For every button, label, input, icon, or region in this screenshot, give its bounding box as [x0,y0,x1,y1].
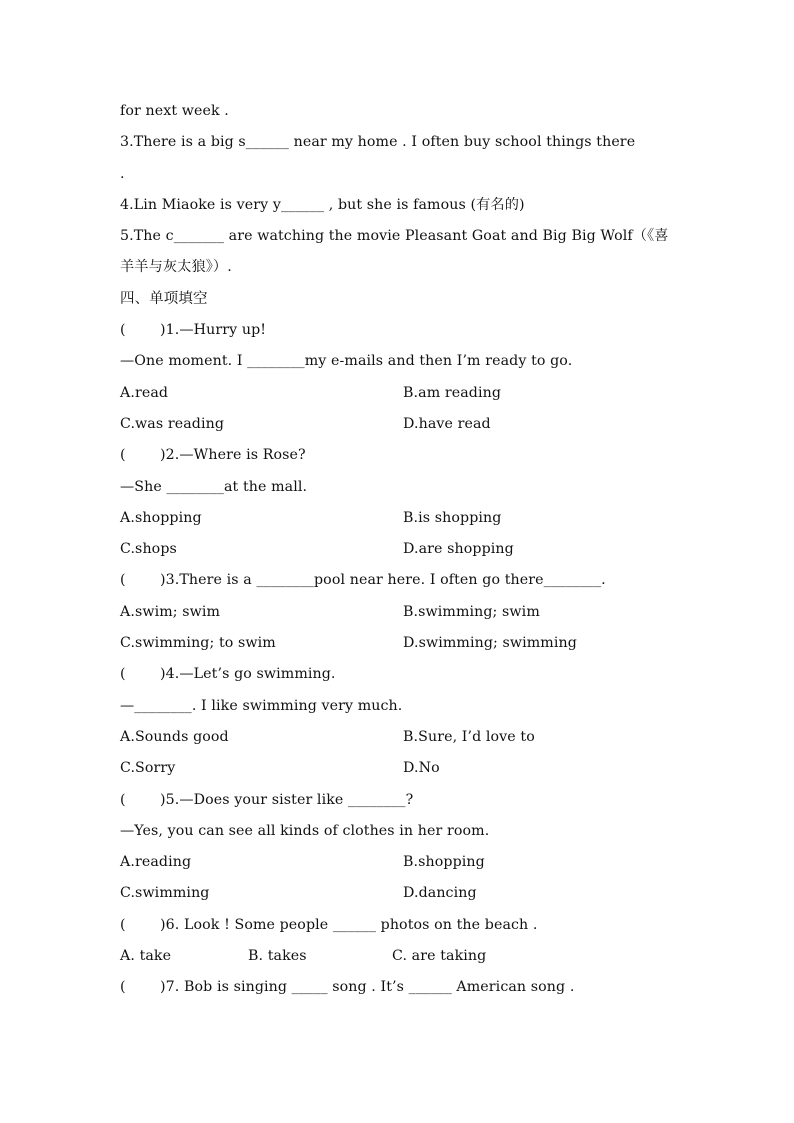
answer-paren: ( [120,322,126,339]
options-row [120,722,680,753]
fill-in-question-3: 3.There is a big s______ near my home . I often buy school things there [120,134,636,151]
options-row [120,378,680,409]
option-c: C.Sorry [120,760,176,777]
option-d: D.swimming; swimming [403,635,577,652]
option-c: C.shops [120,541,177,558]
option-d: D.No [403,760,440,777]
option-c: C. are taking [392,948,487,965]
question-stem [120,785,680,816]
question-stem [120,565,680,596]
answer-paren: ( [120,791,126,808]
question-stem [120,659,680,690]
question-text: )3.There is a ________pool near here. I often go there________. [160,572,606,589]
question-text: )5.—Does your sister like ________? [160,791,414,808]
options-row [120,597,680,628]
question-text: )4.—Let’s go swimming. [160,666,336,683]
answer-paren: ( [120,916,126,933]
question-dialog-line: —Yes, you can see all kinds of clothes in her room. [120,822,490,839]
option-a: A.swim; swim [120,603,221,620]
options-row [120,409,680,440]
fill-in-question-4: 4.Lin Miaoke is very y______ , but she is famous (有名的) [120,196,525,213]
options-row [120,878,680,909]
options-row [120,753,680,784]
option-a: A.Sounds good [120,728,229,745]
option-c: C.swimming; to swim [120,635,276,652]
question-text: )2.—Where is Rose? [160,447,306,464]
worksheet-page [120,96,680,1004]
option-b: B.Sure, I’d love to [403,728,535,745]
option-c: C.swimming [120,885,210,902]
question-stem [120,972,680,1003]
section-title: 四、单项填空 [120,290,208,307]
question-stem [120,440,680,471]
answer-paren: ( [120,447,126,464]
option-a: A.read [120,384,169,401]
question-stem [120,910,680,941]
question-text: )1.—Hurry up! [160,322,267,339]
option-a: A.reading [120,854,192,871]
option-b: B.is shopping [403,509,502,526]
option-b: B. takes [248,948,307,965]
option-a: A. take [120,948,172,965]
options-row [120,503,680,534]
question-dialog-line: —________. I like swimming very much. [120,697,403,714]
options-row [120,941,680,972]
answer-paren: ( [120,979,126,996]
option-a: A.shopping [120,509,202,526]
question-dialog-line: —She ________at the mall. [120,478,308,495]
option-b: B.am reading [403,384,502,401]
option-d: D.are shopping [403,541,514,558]
options-row [120,628,680,659]
question-text: )7. Bob is singing _____ song . It’s ______ American song . [160,979,575,996]
answer-paren: ( [120,666,126,683]
option-d: D.dancing [403,885,477,902]
option-b: B.shopping [403,854,485,871]
fill-in-question-5-cont: 羊羊与灰太狼》）. [120,259,232,276]
option-b: B.swimming; swim [403,603,540,620]
answer-paren: ( [120,572,126,589]
options-row [120,847,680,878]
options-row [120,534,680,565]
option-c: C.was reading [120,415,225,432]
question-text: )6. Look ! Some people ______ photos on the beach . [160,916,538,933]
question-stem [120,315,680,346]
question-dialog-line: —One moment. I ________my e-mails and then I’m ready to go. [120,353,573,370]
option-d: D.have read [403,415,491,432]
fill-in-question-5: 5.The c_______ are watching the movie Pleasant Goat and Big Big Wolf（《喜 [120,228,669,245]
fill-in-question-3-cont: . [120,165,125,182]
fill-in-line: for next week . [120,103,229,119]
